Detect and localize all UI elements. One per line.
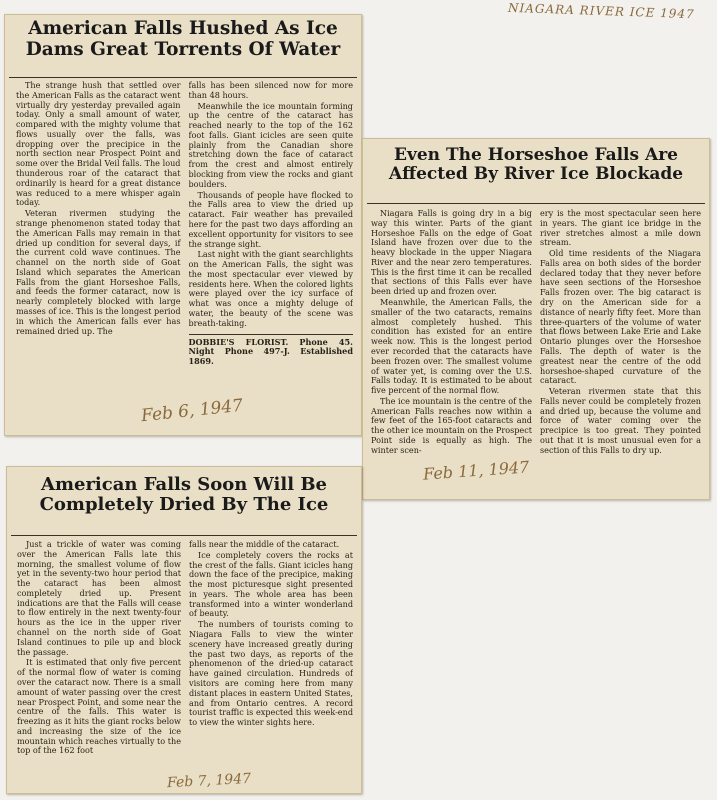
clipping-american-falls-soon-dried — [6, 466, 362, 794]
paragraph: Thousands of people have flocked to the Falls area to view the dried up cataract. Fair weather has prevailed here for the past two days affording an excellent opportunity for visitors to see the strange sight. — [188, 189, 353, 249]
headline — [5, 15, 361, 60]
headline-line-1: American Falls Hushed As Ice — [28, 18, 338, 39]
column-1 — [16, 81, 181, 399]
paragraph: The strange hush that settled over the American Falls as the cataract went virtually dry yesterday prevailed again today. Only a small amount of water, compared with the mighty volume that flows usually over the falls, was dropping over the precipice in the north section near Prospect Point and some over the Bridal Veil falls. The loud thunderous roar of the cataract that ordinarily is heard for a great distance was reduced to a mere whisper again today. — [16, 81, 181, 208]
column-2 — [540, 209, 701, 497]
paragraph: Meanwhile, the American Falls, the smaller of the two cataracts, remains almost completely hushed. This condition has existed for an entire week now. This is the longest period ever recorded that the cataracts have been frozen over. The smallest volume of water yet, is coming over the U.S. Falls today. It is estimated to be about five percent of the normal flow. — [371, 297, 532, 396]
margin-note: NIAGARA RIVER ICE 1947 — [507, 0, 695, 22]
paragraph: falls near the middle of the cataract. — [189, 540, 340, 549]
headline — [363, 139, 709, 184]
paragraph: It is estimated that only five percent of the normal flow of water is coming over the cataract now. There is a small amount of water passing over the crest near Prospect Point, and some near the centre of the falls. This water is freezing as it hits the giant rocks below and increasing the size of the ice mountain which reaches virtually to the top of the 162 foot — [17, 657, 181, 756]
paragraph: falls has been silenced now for more than 48 hours. — [188, 81, 353, 100]
headline-line-2: Dams Great Torrents Of Water — [25, 38, 341, 60]
paragraph: Last night with the giant searchlights on the American Falls, the sight was the most spectacular ever viewed by residents here. When the colored lights were played over the icy surface of what was once a mighty deluge of water, the beauty of the scene was breath-taking. — [188, 249, 353, 328]
paragraph: The ice mountain is the centre of the American Falls reaches now within a few feet of the 165-foot cataracts and the other ice mountain on the Prospect Point side is equally as high. The winter scen- — [371, 395, 532, 455]
headline-rule — [367, 203, 705, 204]
date-note: Feb 6, 1947 — [140, 395, 244, 427]
article-columns — [371, 209, 701, 497]
paragraph: Just a trickle of water was coming over the American Falls late this morning, the smallest volume of flow yet in the seventy-two hour period that the cataract has been almost completely dried up. Present indications are that the Falls will cease to flow entirely in the next twenty-four hours as the ice in the upper river channel on the north side of Goat Island continues to pile up and block the passage. — [17, 540, 181, 657]
headline-rule — [9, 77, 357, 78]
paragraph: The numbers of tourists coming to Niagara Falls to view the winter scenery have increased greatly during the past two days, as reports of the phenomenon of the dried-up cataract have gained circulation. Hundreds of visitors are coming here from many distant places in eastern United States, and from Ontario centres. A record tourist traffic is expected this week-end to view the winter sights here. — [189, 619, 353, 728]
clipping-american-falls-hushed — [4, 14, 362, 436]
article-columns — [16, 81, 353, 399]
column-2 — [189, 81, 354, 399]
clipping-horseshoe-falls-affected — [362, 138, 710, 500]
paragraph: Meanwhile the ice mountain forming up the centre of the cataract has reached nearly to the top of the 162 foot falls. Giant icicles are seen quite plainly from the Canadian shore stretching down the face of cataract from the crest and almost entirely blocking from view the rocks and giant boulders. — [188, 100, 353, 189]
paragraph: ery is the most spectacular seen here in years. The giant ice bridge in the river stretches almost a mile down stream. — [540, 209, 701, 248]
article-columns — [17, 540, 353, 774]
paragraph: Veteran rivermen studying the strange phenomenon stated today that the American Falls may remain in that dried up condition for several days, if the current cold wave continues. The channel on the north side of Goat Island which separates the American Falls from the giant Horseshoe Falls, and feeds the former cataract, now is nearly completely blocked with large masses of ice. This is the longest period in which the American falls ever has remained dried up. The — [16, 208, 181, 336]
paragraph: Niagara Falls is going dry in a big way this winter. Parts of the giant Horseshoe Falls on the edge of Goat Island have frozen over due to the heavy blockade in the upper Niagara River and the near zero temperatures. This is the first time it can be recalled that sections of this Falls ever have been dried up and frozen over. — [371, 209, 532, 297]
paragraph: Old time residents of the Niagara Falls area on both sides of the border declared today that they never before have seen sections of the Horseshoe Falls frozen over. The big cataract is dry on the American side for a distance of nearly fifty feet. More than three-quarters of the volume of water that flows between Lake Erie and Lake Ontario plunges over the Horseshoe Falls. The depth of water is the greatest near the centre of the odd horseshoe-shaped curvature of the cataract. — [540, 248, 701, 386]
column-1 — [371, 209, 532, 497]
date-note: Feb 7, 1947 — [166, 770, 252, 792]
headline-line-2: Completely Dried By The Ice — [39, 494, 329, 516]
headline-rule — [11, 535, 357, 536]
headline — [7, 467, 361, 515]
paragraph: Ice completely covers the rocks at the crest of the falls. Giant icicles hang down the face of the precipice, making the most picturesque sight presented in years. The whole area has been transformed into a winter wonderland of beauty. — [189, 549, 353, 619]
paragraph: Veteran rivermen state that this Falls never could be completely frozen and dried up, because the volume and force of water coming over the precipice is too great. They pointed out that it is most unusual even for a section of this Falls to dry up. — [540, 386, 701, 455]
date-note: Feb 11, 1947 — [422, 457, 530, 484]
headline-line-1: American Falls Soon Will Be — [40, 474, 327, 495]
column-2 — [189, 540, 353, 774]
florist-ad: DOBBIE'S FLORIST. Phone 45. Night Phone 497-J. Established 1869. — [189, 334, 354, 367]
headline-line-1: Even The Horseshoe Falls Are — [394, 145, 678, 165]
headline-line-2: Affected By River Ice Blockade — [388, 164, 684, 185]
column-1 — [17, 540, 181, 774]
